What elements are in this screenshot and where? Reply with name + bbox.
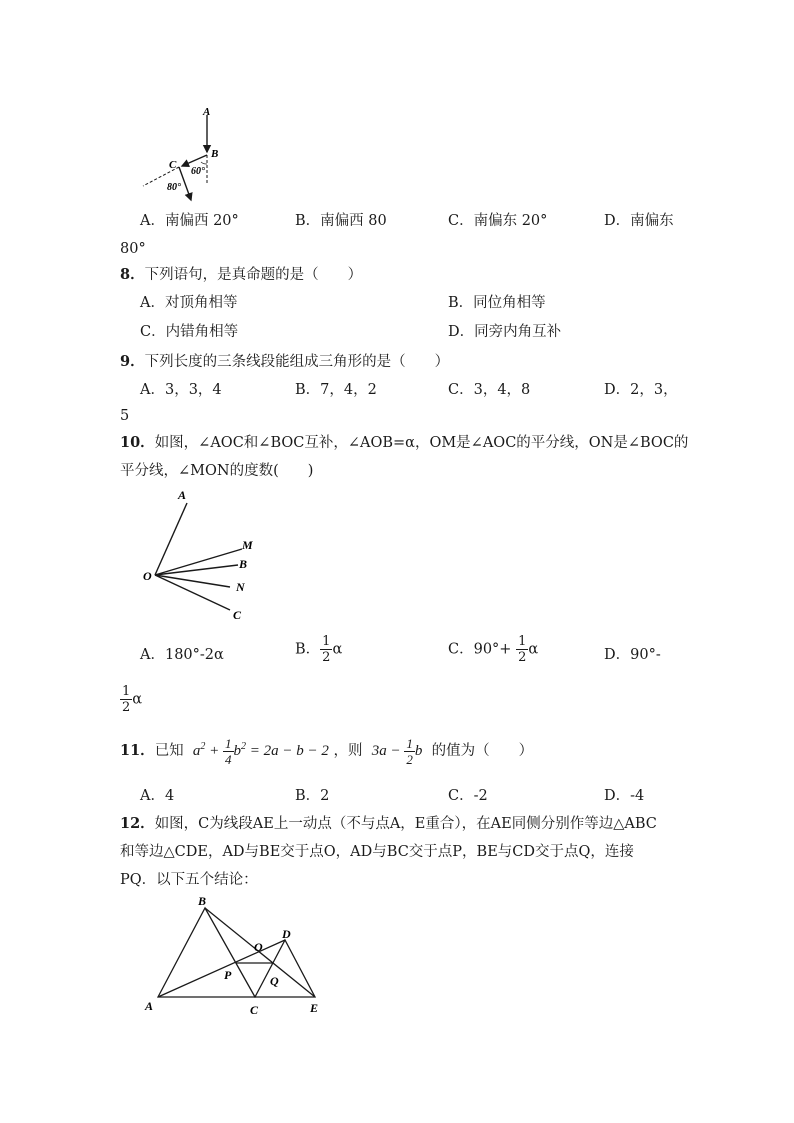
q7-option-c: C．南偏东 20° bbox=[448, 213, 548, 229]
q12-stem-line2: 和等边△CDE，AD与BE交于点O，AD与BC交于点P，BE与CD交于点Q，连接 bbox=[120, 844, 634, 860]
q7-option-a: A．南偏西 20° bbox=[140, 213, 239, 229]
fraction-half: $\frac{1}{2}$ bbox=[518, 634, 527, 665]
label-a: A bbox=[203, 106, 211, 118]
label-o: O bbox=[143, 569, 152, 583]
q10-text-1: 如图，∠AOC和∠BOC互补，∠AOB=α，OM是∠AOC的平分线，ON是∠BOC的 bbox=[154, 435, 689, 451]
label-b: B bbox=[211, 148, 219, 160]
ray-om bbox=[155, 549, 242, 575]
fraction-half: $\frac{1}{2}$ bbox=[122, 684, 131, 715]
label-c: C bbox=[169, 159, 177, 171]
q11-stem: 11．已知 $a^2$ + $\frac{1}{4}$ $b^2 = 2a - b - 2$ ，则 3a − $\frac{1}{2}$ b 的值为（ ） bbox=[120, 736, 534, 767]
q12-stem-line3: PQ．以下五个结论： bbox=[120, 872, 258, 888]
q9-option-c: C．3，4，8 bbox=[448, 382, 531, 398]
q10-option-d: D．90°- bbox=[604, 647, 661, 663]
label-o: O bbox=[254, 940, 263, 954]
triangle-cde bbox=[255, 940, 315, 997]
q10-option-a: A．180°-2α bbox=[140, 647, 224, 663]
q12-figure bbox=[140, 893, 340, 1023]
q7-option-d-cont: 80° bbox=[120, 241, 146, 257]
label-b: B bbox=[198, 894, 207, 908]
label-p: P bbox=[224, 968, 232, 982]
label-d: D bbox=[282, 927, 291, 941]
q7-option-b: B．南偏西 80 bbox=[295, 213, 387, 229]
q9-option-d: D．2，3， bbox=[604, 382, 678, 398]
q11-equation: $a^2$ + $\frac{1}{4}$ $b^2 = 2a - b - 2$ bbox=[192, 736, 329, 767]
q10-stem-line2: 平分线，∠MON的度数( ) bbox=[120, 463, 314, 479]
q8-stem bbox=[120, 265, 362, 285]
ray-oa bbox=[155, 503, 187, 575]
q8-option-b: B．同位角相等 bbox=[448, 295, 546, 311]
arrow-bc bbox=[182, 155, 207, 166]
triangle-abc bbox=[158, 908, 255, 997]
q8-option-a: A．对顶角相等 bbox=[140, 295, 238, 311]
label-c: C bbox=[233, 608, 242, 622]
label-a: A bbox=[178, 488, 187, 502]
q10-option-d-cont: $\frac{1}{2}$ α bbox=[122, 684, 143, 715]
q10-number: 10． bbox=[120, 434, 155, 451]
q7-option-d: D．南偏东 bbox=[604, 213, 674, 229]
angle-60: 60° bbox=[191, 166, 205, 177]
q9-stem bbox=[120, 352, 449, 372]
fraction-half: $\frac{1}{2}$ bbox=[322, 634, 331, 665]
ray-oc bbox=[155, 575, 230, 610]
q11-option-a: A．4 bbox=[140, 788, 175, 804]
label-b: B bbox=[239, 557, 248, 571]
q10-option-c: C．90°+ $\frac{1}{2}$ α bbox=[448, 634, 539, 665]
label-q: Q bbox=[270, 974, 279, 988]
q10-option-b: B． $\frac{1}{2}$ α bbox=[295, 634, 343, 665]
q11-option-b: B．2 bbox=[295, 788, 330, 804]
q10-stem-line1 bbox=[120, 433, 688, 453]
q9-text: 下列长度的三条线段能组成三角形的是（ ） bbox=[144, 354, 450, 370]
q10-figure bbox=[140, 485, 270, 625]
q12-number: 12． bbox=[120, 815, 155, 832]
q8-option-d: D．同旁内角互补 bbox=[448, 324, 562, 340]
q9-option-a: A．3，3，4 bbox=[140, 382, 222, 398]
q8-option-c: C．内错角相等 bbox=[140, 324, 239, 340]
q8-number: 8． bbox=[120, 266, 145, 283]
ray-ob bbox=[155, 565, 238, 575]
q7-figure bbox=[135, 100, 225, 210]
label-c: C bbox=[250, 1003, 259, 1017]
q9-number: 9． bbox=[120, 353, 145, 370]
q9-option-d-cont: 5 bbox=[120, 408, 130, 424]
q11-option-c: C．-2 bbox=[448, 788, 488, 804]
label-e: E bbox=[310, 1001, 319, 1015]
label-m: M bbox=[242, 538, 253, 552]
q9-option-b: B．7，4，2 bbox=[295, 382, 377, 398]
q11-number: 11． bbox=[120, 741, 155, 759]
label-a: A bbox=[145, 999, 154, 1013]
angle-80: 80° bbox=[167, 182, 181, 193]
q11-expression: 3a − $\frac{1}{2}$ b bbox=[371, 736, 423, 767]
label-n: N bbox=[236, 580, 245, 594]
segment-ad bbox=[158, 940, 285, 997]
q11-option-d: D．-4 bbox=[604, 788, 645, 804]
q8-text: 下列语句，是真命题的是（ ） bbox=[144, 267, 363, 283]
q12-stem-line1: 12．如图，C为线段AE上一动点（不与点A，E重合），在AE同侧分别作等边△ABC bbox=[120, 815, 657, 832]
